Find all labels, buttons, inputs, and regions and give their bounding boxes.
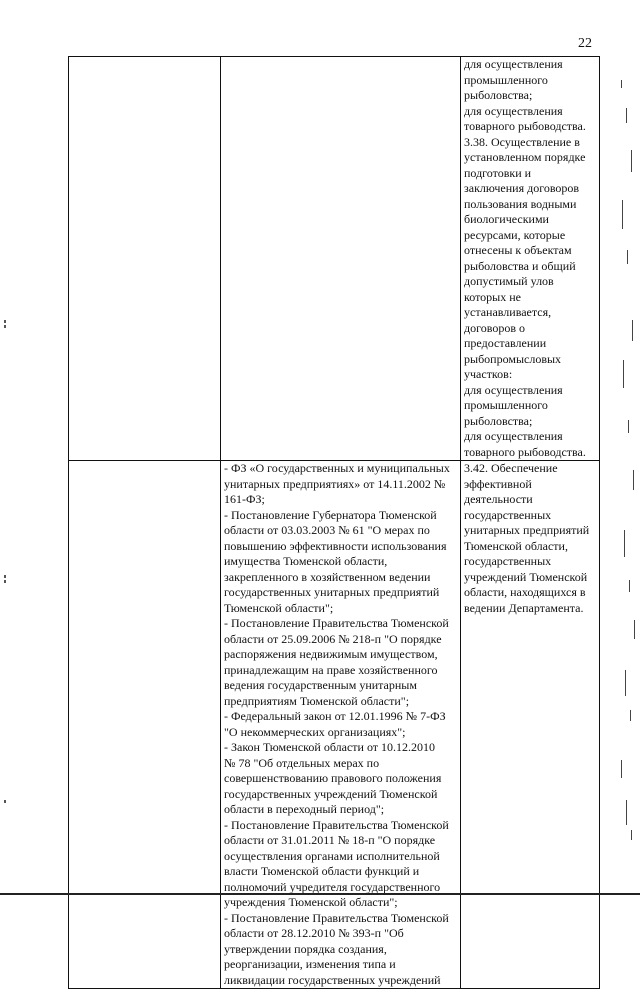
- text-line: рыбопромысловых: [464, 351, 562, 366]
- text-line: биологическими: [464, 212, 549, 226]
- table-cell-legal-acts: [221, 461, 461, 989]
- table-cell-empty: [69, 461, 221, 989]
- text-line: товарного рыбоводства.: [464, 119, 586, 133]
- text-line: Тюменской области";: [224, 600, 334, 615]
- text-line: власти Тюменской области функций и: [224, 864, 420, 878]
- text-line: № 78 "Об отдельных мерах по: [224, 755, 380, 770]
- text-line: - Федеральный закон от 12.01.1996 № 7-ФЗ: [224, 709, 446, 723]
- scan-artifacts: [618, 60, 638, 860]
- text-line: области от 31.01.2011 № 18-п "О порядке: [224, 833, 436, 847]
- text-line: закрепленного в хозяйственном ведении: [224, 569, 431, 584]
- text-line: - Закон Тюменской области от 10.12.2010: [224, 740, 436, 754]
- text-line: Тюменской области,: [464, 538, 568, 553]
- scan-noise-mark: [630, 710, 631, 721]
- scan-noise-mark: [629, 580, 630, 592]
- text-line: для осуществления: [464, 382, 563, 397]
- text-line: области от 03.03.2003 № 61 "О мерах по: [224, 523, 430, 537]
- scan-noise-mark: [634, 620, 635, 639]
- scan-noise-mark: [631, 150, 632, 172]
- text-line: области в переходный период";: [224, 802, 385, 816]
- text-line: области от 28.12.2010 № 393-п "Об: [224, 926, 404, 940]
- text-line: осуществления органами исполнительной: [224, 848, 440, 863]
- text-line: государственных учреждений Тюменской: [224, 786, 438, 801]
- scan-noise-mark: [623, 360, 624, 388]
- text-line: договоров о: [464, 320, 525, 335]
- table-cell-empty: [221, 57, 461, 461]
- page-number: 22: [578, 36, 592, 51]
- text-line: которых не: [464, 289, 521, 304]
- text-line: промышленного: [464, 72, 548, 87]
- text-line: ведения государственным унитарным: [224, 678, 417, 692]
- text-line: ресурсами, которые: [464, 227, 566, 242]
- scan-noise-mark: [628, 420, 629, 433]
- scan-noise-mark: [4, 575, 6, 578]
- scan-noise-mark: [622, 200, 623, 229]
- scan-edge: [0, 893, 640, 895]
- text-line: установленном порядке: [464, 150, 586, 164]
- table-row: [69, 57, 600, 461]
- text-line: рыболовства;: [464, 413, 533, 428]
- text-line: области, находящихся в: [464, 585, 586, 599]
- text-line: унитарных предприятиях» от 14.11.2002 №: [224, 476, 446, 491]
- table-row: [69, 461, 600, 989]
- scan-noise-mark: [625, 670, 626, 696]
- text-line: принадлежащим на праве хозяйственного: [224, 662, 438, 677]
- text-line: рыболовства;: [464, 88, 533, 102]
- text-line: 161-ФЗ;: [224, 492, 265, 506]
- text-line: подготовки и: [464, 165, 532, 180]
- text-line: эффективной: [464, 476, 532, 491]
- scan-noise-mark: [621, 760, 622, 778]
- text-line: ликвидации государственных учреждений: [224, 972, 441, 987]
- scan-noise-mark: [626, 800, 627, 825]
- text-line: заключения договоров: [464, 181, 580, 195]
- text-line: промышленного: [464, 398, 548, 412]
- text-line: отнесены к объектам: [464, 243, 572, 257]
- table-cell-functions: [461, 461, 600, 989]
- text-line: для осуществления: [464, 103, 563, 118]
- scan-noise-mark: [632, 320, 633, 341]
- text-line: утверждении порядка создания,: [224, 941, 387, 956]
- scan-noise-mark: [631, 830, 632, 840]
- text-line: государственных унитарных предприятий: [224, 585, 440, 599]
- text-line: имущества Тюменской области,: [224, 554, 388, 568]
- text-line: области от 25.09.2006 № 218-п "О порядке: [224, 631, 442, 646]
- scan-noise-mark: [627, 250, 628, 264]
- text-line: ведении Департамента.: [464, 600, 584, 615]
- text-line: для осуществления: [464, 429, 563, 443]
- text-line: унитарных предприятий: [464, 523, 590, 537]
- text-line: повышению эффективности использования: [224, 538, 447, 553]
- text-line: рыболовства и общий: [464, 258, 576, 273]
- text-line: реорганизации, изменения типа и: [224, 957, 396, 971]
- text-line: государственных: [464, 554, 552, 568]
- scan-noise-mark: [4, 580, 6, 583]
- text-line: 3.42. Обеспечение: [464, 461, 558, 475]
- scan-noise-mark: [624, 530, 625, 557]
- text-line: предприятиям Тюменской области";: [224, 693, 410, 708]
- text-line: - Постановление Правительства Тюменской: [224, 616, 449, 630]
- text-line: учреждения Тюменской области";: [224, 895, 398, 909]
- scan-noise-mark: [4, 320, 6, 323]
- text-line: - ФЗ «О государственных и муниципальных: [224, 461, 450, 475]
- scan-noise-mark: [4, 325, 6, 328]
- text-line: деятельности: [464, 492, 533, 506]
- table-cell-empty: [69, 57, 221, 461]
- text-line: предоставлении: [464, 336, 547, 350]
- text-line: пользования водными: [464, 196, 577, 211]
- text-line: допустимый улов: [464, 274, 554, 288]
- scan-noise-mark: [626, 108, 627, 123]
- scan-noise-mark: [4, 800, 6, 803]
- text-line: совершенствованию правового положения: [224, 771, 442, 785]
- text-line: государственных: [464, 507, 552, 522]
- text-line: для осуществления: [464, 57, 563, 71]
- scan-noise-mark: [621, 80, 622, 88]
- text-line: участков:: [464, 367, 513, 381]
- text-line: учреждений Тюменской: [464, 569, 588, 584]
- text-line: устанавливается,: [464, 305, 552, 319]
- document-table: [68, 56, 600, 989]
- text-line: распоряжения недвижимым имуществом,: [224, 647, 438, 661]
- text-line: товарного рыбоводства.: [464, 444, 586, 459]
- text-line: - Постановление Правительства Тюменской: [224, 817, 449, 832]
- text-line: - Постановление Правительства Тюменской: [224, 910, 449, 925]
- table-cell-functions: [461, 57, 600, 461]
- text-line: "О некоммерческих организациях";: [224, 724, 406, 739]
- text-line: полномочий учредителя государственного: [224, 879, 441, 894]
- scan-noise-mark: [633, 470, 634, 490]
- text-line: - Постановление Губернатора Тюменской: [224, 507, 437, 522]
- text-line: 3.38. Осуществление в: [464, 134, 580, 149]
